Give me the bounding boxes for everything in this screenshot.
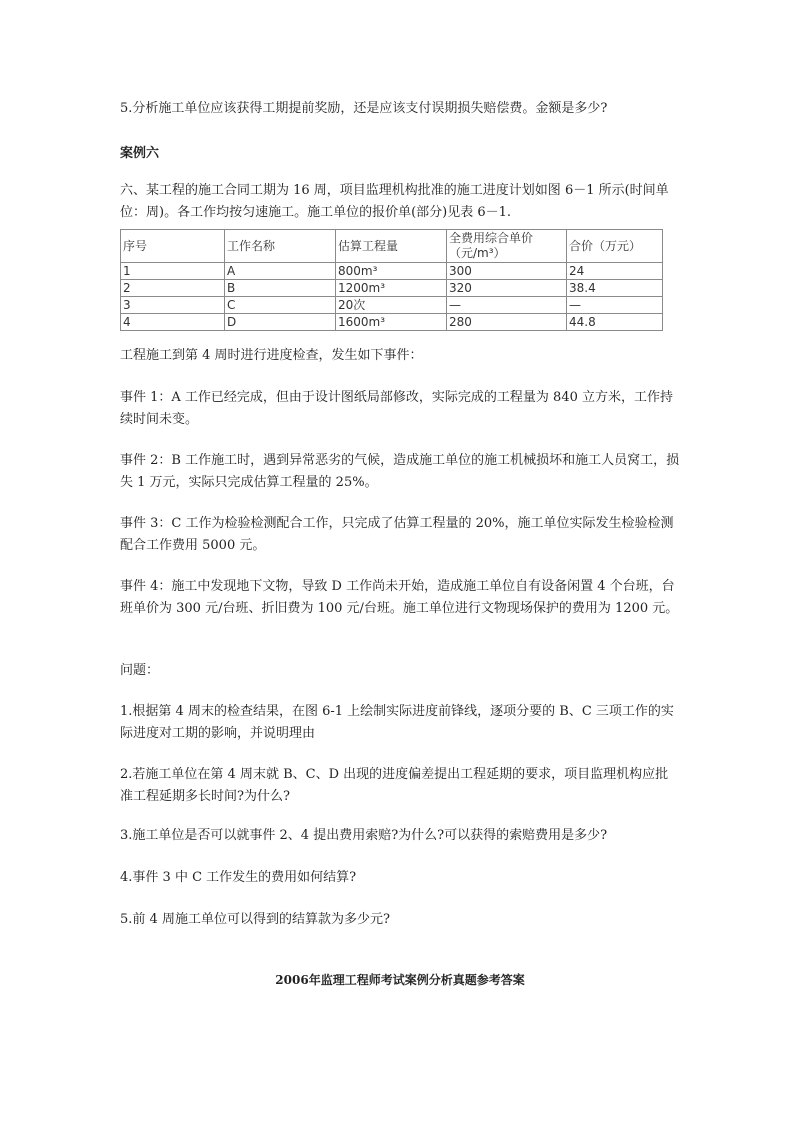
- cell-total: 38.4: [567, 280, 663, 297]
- cell-name: A: [225, 263, 336, 280]
- cell-name: D: [225, 314, 336, 331]
- question-1: 1.根据第 4 周末的检查结果，在图 6-1 上绘制实际进度前锋线，逐项分要的 B、C 三项工作的实际进度对工期的影响，并说明理由: [120, 704, 674, 741]
- cell-qty: 800m³: [336, 263, 447, 280]
- header-name: 工作名称: [225, 230, 336, 263]
- event-1: 事件 1：A 工作已经完成，但由于设计图纸局部修改，实际完成的工程量为 840 立方米，工作持续时间未变。: [120, 390, 674, 427]
- case-title: 案例六: [120, 146, 160, 161]
- cell-unit-price: 320: [447, 280, 567, 297]
- header-total: 合价（万元）: [567, 230, 663, 263]
- table-row: [121, 314, 663, 331]
- cell-qty: 20次: [336, 297, 447, 314]
- event-3: 事件 3：C 工作为检验检测配合工作，只完成了估算工程量的 20%，施工单位实际发生检验检测配合工作费用 5000 元。: [120, 516, 674, 553]
- event-4: 事件 4：施工中发现地下文物，导致 D 工作尚未开始，造成施工单位自有设备闲置 4 个台班，台班单价为 300 元/台班、折旧费为 100 元/台班。施工单位进行文物现场保护的费用为 1200 元。: [120, 579, 679, 616]
- question-4: 4.事件 3 中 C 工作发生的费用如何结算?: [120, 870, 357, 885]
- cell-qty: 1600m³: [336, 314, 447, 331]
- table-row: [121, 280, 663, 297]
- cell-unit-price: 280: [447, 314, 567, 331]
- cell-no: 3: [121, 297, 225, 314]
- case-intro: 六、某工程的施工合同工期为 16 周，项目监理机构批准的施工进度计划如图 6－1 所示(时间单位：周)。各工作均按匀速施工。施工单位的报价单(部分)见表 6－1.: [120, 183, 669, 220]
- previous-question: 5.分析施工单位应该获得工期提前奖励，还是应该支付误期损失赔偿费。金额是多少?: [120, 101, 608, 116]
- cell-no: 1: [121, 263, 225, 280]
- event-2: 事件 2：B 工作施工时，遇到异常恶劣的气候，造成施工单位的施工机械损坏和施工人员窝工，损失 1 万元，实际只完成估算工程量的 25%。: [120, 453, 680, 490]
- header-unit-price: 全费用综合单价（元/m³）: [447, 230, 567, 263]
- cell-name: B: [225, 280, 336, 297]
- question-2: 2.若施工单位在第 4 周末就 B、C、D 出现的进度偏差提出工程延期的要求，项目监理机构应批准工程延期多长时间?为什么?: [120, 767, 669, 804]
- cell-no: 4: [121, 314, 225, 331]
- cell-unit-price: 300: [447, 263, 567, 280]
- header-qty: 估算工程量: [336, 230, 447, 263]
- table-row: [121, 263, 663, 280]
- questions-label: 问题：: [120, 663, 160, 678]
- cell-qty: 1200m³: [336, 280, 447, 297]
- cell-name: C: [225, 297, 336, 314]
- cell-total: 44.8: [567, 314, 663, 331]
- question-5: 5.前 4 周施工单位可以得到的结算款为多少元?: [120, 912, 390, 927]
- table-row: [121, 297, 663, 314]
- answer-title: 2006年监理工程师考试案例分析真题参考答案: [275, 973, 525, 987]
- cell-unit-price: —: [447, 297, 567, 314]
- cell-total: 24: [567, 263, 663, 280]
- progress-check-text: 工程施工到第 4 周时进行进度检查，发生如下事件：: [120, 348, 423, 363]
- price-table: [120, 229, 663, 331]
- question-3: 3.施工单位是否可以就事件 2、4 提出费用索赔?为什么?可以获得的索赔费用是多少?: [120, 828, 608, 843]
- table-header-row: [121, 230, 663, 263]
- cell-no: 2: [121, 280, 225, 297]
- cell-total: —: [567, 297, 663, 314]
- header-no: 序号: [121, 230, 225, 263]
